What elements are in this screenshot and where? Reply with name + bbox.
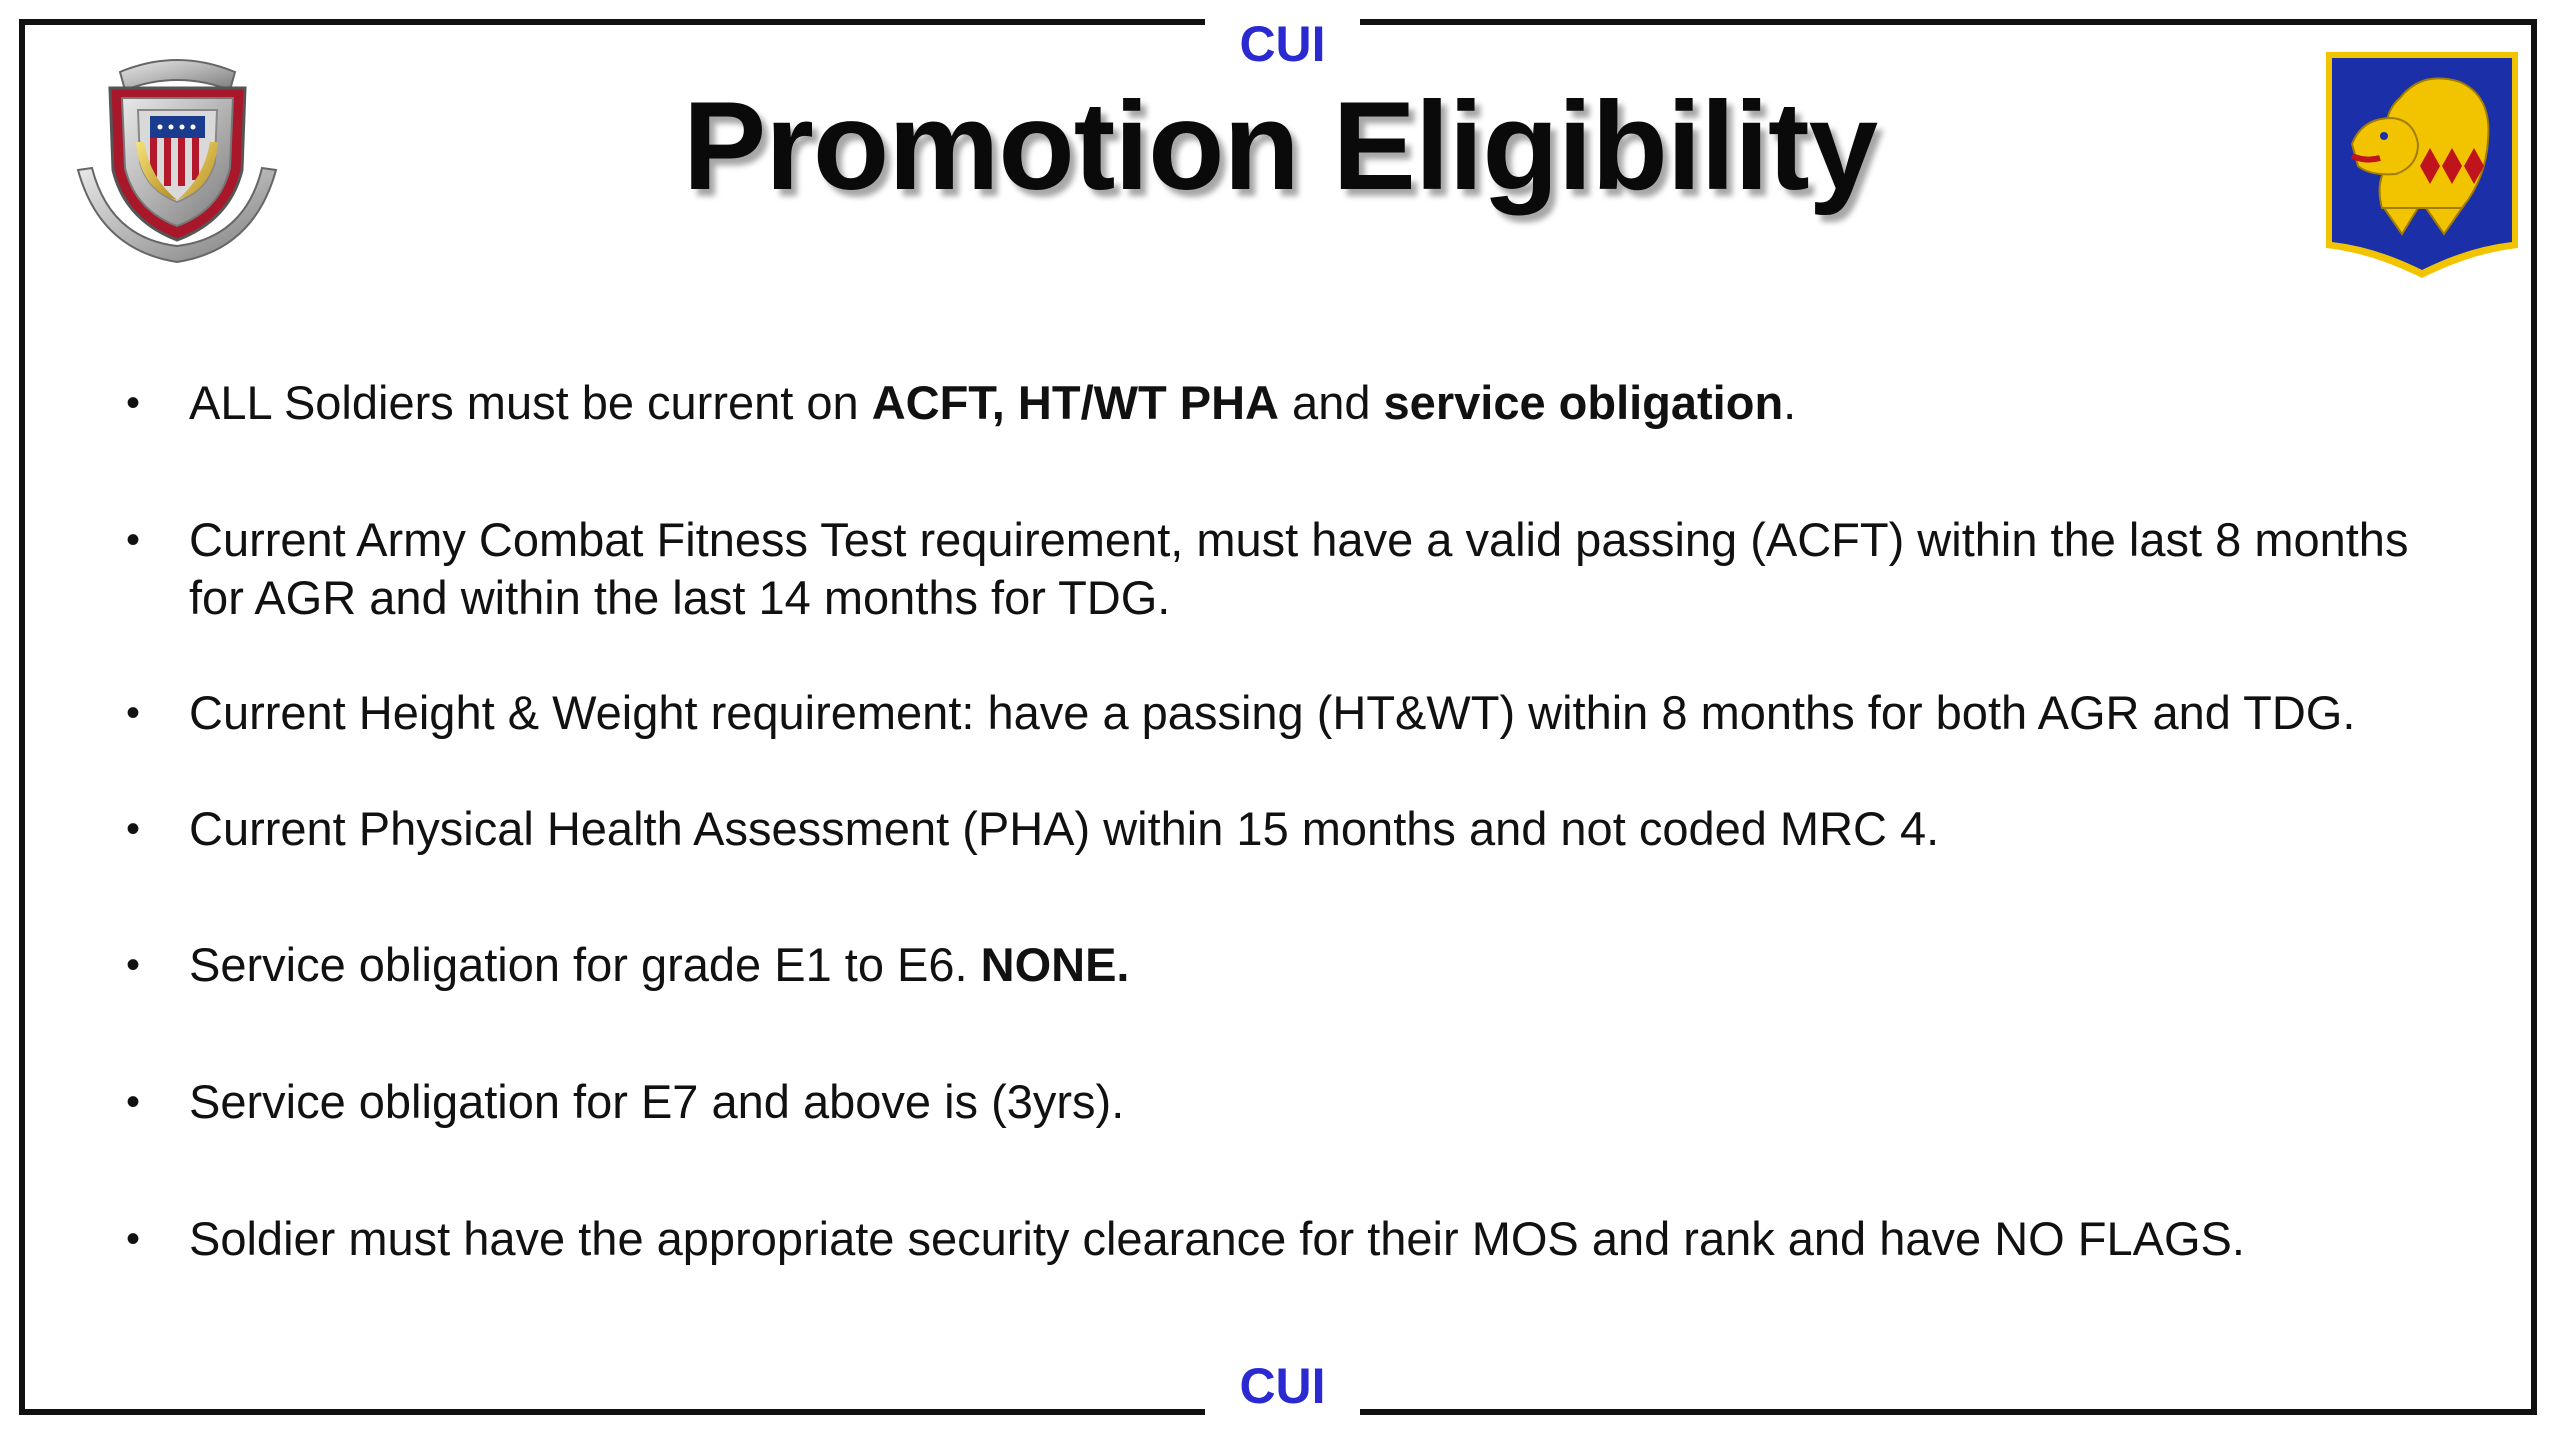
bullet-item	[120, 1073, 2450, 1131]
bullet-dot: •	[126, 807, 141, 851]
bullet-emphasis: service obligation	[1383, 376, 1784, 429]
bullet-text	[189, 1073, 2450, 1131]
bullet-text	[189, 1210, 2450, 1268]
bullet-run: and	[1279, 376, 1384, 429]
bullet-item	[120, 374, 2450, 432]
bullet-dot: •	[126, 1080, 141, 1124]
bullet-run: .	[1783, 376, 1797, 429]
bullet-run: Current Physical Health Assessment (PHA) within 15 months and not coded MRC 4.	[189, 802, 1940, 855]
bullet-dot: •	[126, 691, 141, 735]
bullet-item	[120, 936, 2450, 994]
bullet-item	[120, 800, 2450, 858]
bullet-run: Service obligation for E7 and above is (3yrs).	[189, 1075, 1125, 1128]
bullet-dot: •	[126, 943, 141, 987]
page-title: Promotion Eligibility	[682, 77, 1878, 216]
bullet-run: Service obligation for grade E1 to E6.	[189, 938, 981, 991]
bullet-item	[120, 684, 2450, 742]
bullet-run: Soldier must have the appropriate security clearance for their MOS and rank and have NO FLAGS.	[189, 1212, 2245, 1265]
cui-marking-bottom: CUI	[1205, 1356, 1360, 1416]
bullet-emphasis: NONE.	[980, 938, 1130, 991]
bullet-item	[120, 1210, 2450, 1268]
bullet-text	[189, 800, 2450, 858]
bullet-emphasis: ACFT, HT/WT PHA	[871, 376, 1279, 429]
bullet-run: Current Height & Weight requirement: have a passing (HT&WT) within 8 months for both AGR and TDG.	[189, 686, 2356, 739]
bullet-run: Current Army Combat Fitness Test requirement, must have a valid passing (ACFT) within the last 8 months for AGR and within the last 14 months for TDG.	[189, 513, 2409, 624]
bullet-text	[189, 511, 2450, 627]
bullet-item	[120, 511, 2450, 627]
bullet-text	[189, 936, 2450, 994]
bullet-text	[189, 684, 2450, 742]
bullet-dot: •	[126, 518, 141, 562]
bullet-dot: •	[126, 381, 141, 425]
bullet-dot: •	[126, 1217, 141, 1261]
bullet-run: ALL Soldiers must be current on	[189, 376, 872, 429]
cui-marking-top: CUI	[1205, 14, 1360, 74]
bullet-text	[189, 374, 2450, 432]
